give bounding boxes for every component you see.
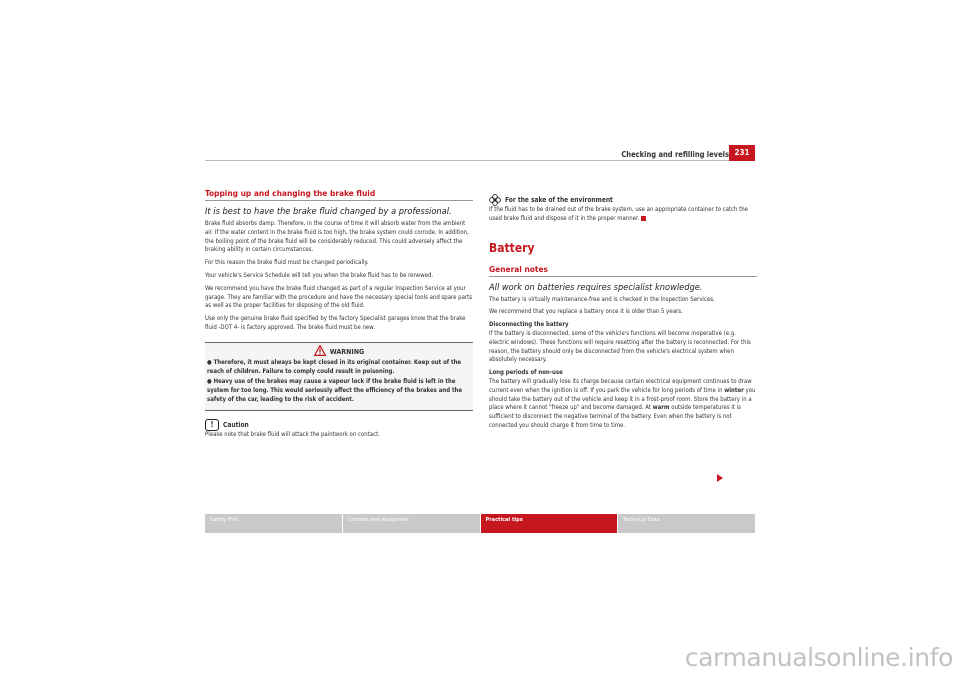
footer-tab-practical-tips[interactable]: Practical tips: [481, 514, 618, 533]
paragraph: If the battery is disconnected, some of the vehicle's functions will become inoperative (e.g. electric windows). These functions will require resetting after the battery is reconnected. For this reason, the battery should only be disconnected from the vehicle's electrical system when absolutely necessary.: [489, 329, 751, 364]
warning-item: [207, 378, 471, 404]
environment-heading: [489, 194, 757, 206]
left-column: [205, 188, 473, 444]
warning-heading: [207, 345, 471, 358]
chapter-title-battery: Battery: [489, 240, 535, 255]
section-subtitle: It is best to have the brake fluid changed by a professional.: [205, 206, 452, 217]
environment-text: If the fluid has to be drained out of the brake system, use an appropriate container to catch the used brake fluid and dispose of it in the proper manner.: [489, 206, 748, 222]
environment-heading-text: For the sake of the environment: [505, 196, 613, 204]
caution-heading-text: Caution: [223, 420, 249, 429]
section-subtitle: All work on batteries requires specialist knowledge.: [489, 281, 703, 293]
watermark: carmanualsonline.info: [684, 643, 953, 672]
section-rule: [205, 200, 473, 201]
paragraph: For this reason the brake fluid must be changed periodically.: [205, 259, 369, 267]
end-of-section-icon: [641, 216, 646, 221]
footer-tab-technical-data[interactable]: Technical Data: [618, 514, 755, 533]
emphasis-winter: winter: [724, 386, 744, 394]
subheading-non-use: Long periods of non-use: [489, 369, 563, 377]
caution-heading: [205, 419, 473, 431]
warning-item: [207, 359, 471, 377]
subheading-disconnecting: Disconnecting the battery: [489, 321, 569, 329]
paragraph-non-use: The battery will gradually lose its charge because certain electrical equipment continues to draw current even when the ignition is off. If you park the vehicle for long periods of time in winter you should take the battery out of the vehicle and keep it in a frost-proof room. Store the battery in a place where it cannot "freeze up" and become damaged. At warm outside temperatures it is sufficient to disconnect the negative terminal of the battery. Even when the battery is not connected you should charge it from time to time.: [489, 377, 756, 429]
warning-triangle-icon: [314, 345, 326, 356]
paragraph: Your vehicle's Service Schedule will tell you when the brake fluid has to be renewed.: [205, 271, 434, 279]
warning-heading-text: WARNING: [329, 347, 365, 356]
section-title-brake-fluid: Topping up and changing the brake fluid: [205, 188, 376, 198]
section-title-general-notes: General notes: [489, 263, 548, 274]
page-number: 231: [729, 145, 755, 161]
paragraph: The battery is virtually maintenance-free and is checked in the Inspection Services.: [489, 295, 715, 303]
paragraph: Brake fluid absorbs damp. Therefore, in the course of time it will absorb water from the ambient air. If the water content in the brake fluid is too high, the brake system could corrode. In addition, the boiling point of the brake fluid will be considerably reduced. This could adversely affect the braking ability in certain circumstances.: [205, 220, 469, 254]
footer-nav: [205, 514, 755, 533]
section-rule: [489, 276, 757, 277]
right-column: [489, 194, 757, 435]
warning-box: [205, 342, 473, 411]
header-rule: [205, 160, 755, 161]
warning-item-text: Therefore, it must always be kept closed in its original container. Keep out of the reach of children. Failure to comply could result in poisoning.: [207, 358, 462, 375]
paragraph: We recommend you have the brake fluid changed as part of a regular Inspection Service at your garage. They are familiar with the procedure and have the necessary special tools and spare parts as well as the proper facilities for disposing of the old fluid.: [205, 284, 473, 310]
environment-flower-icon: [489, 194, 501, 206]
caution-text: Please note that brake fluid will attack the paintwork on contact.: [205, 430, 380, 438]
paragraph: We recommend that you replace a battery once it is older than 5 years.: [489, 308, 683, 316]
emphasis-warm: warm: [652, 404, 670, 412]
bullet-icon: ●: [207, 378, 212, 386]
continue-arrow-icon: [717, 474, 723, 482]
warning-item-text: Heavy use of the brakes may cause a vapour lock if the brake fluid is left in the system for too long. This would seriously affect the efficiency of the brakes and the safety of the car, leading to the risk of accident.: [207, 378, 463, 403]
footer-tab-controls-equipment[interactable]: Controls and equipment: [343, 514, 480, 533]
paragraph: Use only the genuine brake fluid specified by the factory Specialist garages know that the brake fluid -DOT 4- is factory approved. The brake fluid must be new.: [205, 315, 466, 331]
bullet-icon: ●: [207, 358, 212, 366]
footer-tab-safety-first[interactable]: Safety First: [205, 514, 342, 533]
running-title: Checking and refilling levels: [621, 150, 729, 159]
caution-exclamation-icon: !: [205, 419, 219, 431]
